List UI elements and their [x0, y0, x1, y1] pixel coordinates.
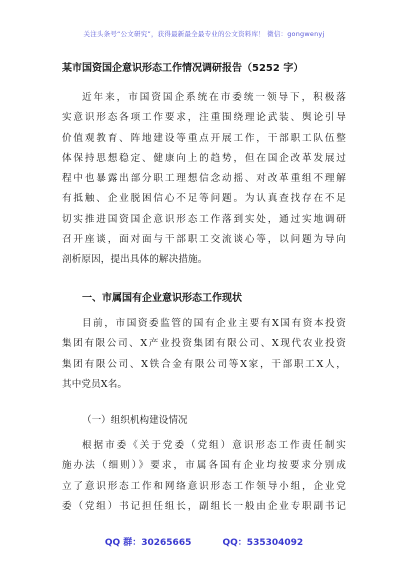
paragraph-line: 根据市委《关于党委（党组）意识形态工作责任制实 — [82, 440, 346, 451]
paragraph-line: 程中也暴露出部分职工理想信念动摇、对改革重组不理解 — [62, 173, 346, 185]
paragraph-line: 立了意识形态工作和网络意识形态工作领导小组，企业党 — [62, 480, 346, 492]
paragraph-line: 剖析原因，提出具体的解决措施。 — [62, 254, 208, 266]
subsection-paragraph — [62, 436, 346, 517]
section-paragraph — [62, 314, 346, 395]
section-heading: 一、市属国有企业意识形态工作现状 — [82, 293, 242, 304]
header-banner: 关注头条号“公文研究”，获得最新最全最专业的公文资料库！ 微信：gongwenyj — [83, 30, 325, 38]
paragraph-line: 切实推进国资国企意识形态工作落到实处，通过实地调研 — [62, 213, 346, 225]
qq-text: QQ：535304092 — [222, 538, 304, 548]
intro-paragraph — [62, 88, 346, 271]
paragraph-line: 价值观教育、阵地建设等重点开展工作，干部职工队伍整 — [62, 132, 346, 144]
paragraph-line: 召开座谈，面对面与干部职工交流谈心等，以问题为导向 — [62, 234, 346, 246]
paragraph-line: 近年来，市国资国企系统在市委统一领导下，积极落 — [82, 92, 346, 103]
qq-group-text: QQ 群：30265665 — [104, 538, 192, 548]
paragraph-line: 体保持思想稳定、健康向上的趋势，但在国企改革发展过 — [62, 152, 346, 164]
paragraph-line: 目前，市国资委监管的国有企业主要有X国有资本投资 — [82, 318, 346, 329]
document-title: 某市国资国企意识形态工作情况调研报告（5252 字） — [62, 63, 304, 74]
paragraph-line: 施办法（细则）》要求，市属各国有企业均按要求分别成 — [62, 460, 346, 472]
paragraph-line: 实意识形态各项工作要求，注重围绕理论武装、舆论引导 — [62, 112, 346, 124]
paragraph-line: 其中党员X名。 — [62, 378, 128, 390]
paragraph-line: 集团有限公司、X铁合金有限公司等X家，干部职工X人， — [62, 358, 346, 370]
subsection-heading: （一）组织机构建设情况 — [82, 415, 188, 426]
paragraph-line: 集团有限公司、X产业投资集团有限公司、X现代农业投资 — [62, 338, 346, 350]
paragraph-line: 有抵触、企业脱困信心不足等问题。为认真查找存在不足 — [62, 193, 346, 205]
footer-contact — [0, 535, 408, 548]
paragraph-line: 委（党组）书记担任组长，副组长一般由企业专职副书记 — [62, 500, 346, 512]
